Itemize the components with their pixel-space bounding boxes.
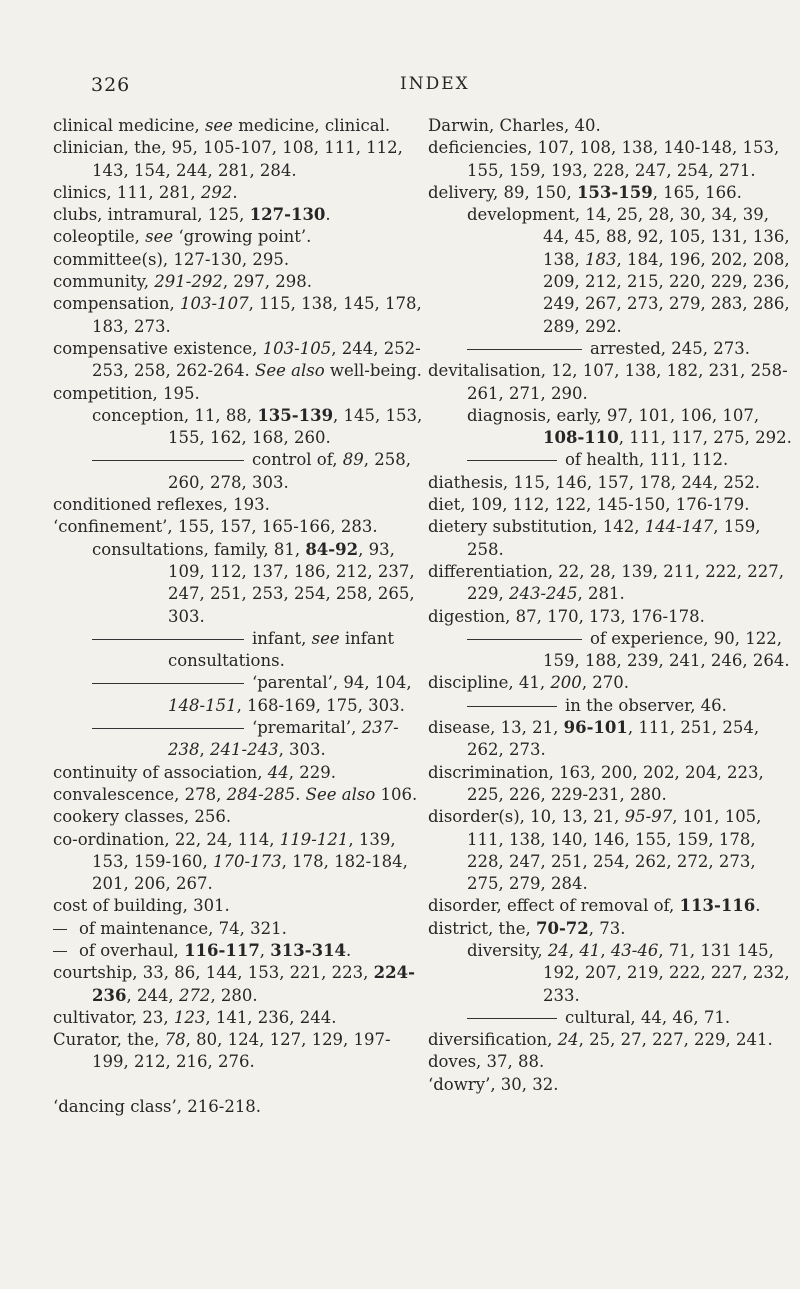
bold-ref: 108-110	[543, 428, 619, 448]
entry-text: , 115, 138, 145, 178, 183, 273.	[92, 294, 422, 336]
index-entry	[428, 405, 794, 450]
index-entry	[428, 1029, 794, 1051]
index-entry	[428, 561, 794, 606]
index-entry	[53, 338, 425, 383]
entry-text: compensative existence,	[53, 338, 263, 358]
bold-ref: 116-117	[184, 940, 260, 960]
running-head-title: INDEX	[400, 74, 470, 94]
entry-text: Darwin, Charles, 40.	[428, 116, 601, 135]
entry-text: , 244,	[126, 985, 179, 1005]
italic-ref: 24	[557, 1030, 579, 1050]
entry-text: of overhaul,	[79, 940, 185, 960]
page-number: 326	[91, 74, 131, 96]
entry-text: diversification,	[428, 1030, 558, 1050]
index-entry	[53, 137, 425, 182]
entry-text: , 101, 105, 111, 138, 140, 146, 155, 159, 178, 228, 247, 251, 254, 262, 272, 273, 275, 279, 284.	[467, 807, 762, 894]
entry-text: infant consultations.	[168, 628, 394, 671]
entry-text: , 159, 258.	[467, 517, 761, 559]
entry-text: , 303.	[278, 740, 326, 760]
index-column-left	[53, 115, 425, 1118]
entry-text: committee(s), 127-130, 295.	[53, 249, 290, 269]
index-entry	[53, 293, 425, 338]
entry-text: ,	[259, 940, 271, 960]
entry-text: dietery substitution, 142,	[428, 517, 645, 537]
entry-text: deficiencies, 107, 108, 138, 140-148, 153, 155, 159, 193, 228, 247, 254, 271.	[428, 138, 780, 180]
entry-text: ‘premarital’,	[252, 718, 362, 738]
italic-ref: 43-46	[610, 940, 659, 960]
italic-ref: 200	[550, 673, 582, 693]
index-entry	[428, 115, 794, 137]
index-entry	[428, 717, 794, 762]
index-entry	[53, 226, 425, 248]
index-entry	[428, 472, 794, 494]
index-entry	[428, 204, 794, 338]
index-entry	[53, 784, 425, 806]
italic-ref: 148-151	[168, 695, 237, 715]
index-entry	[428, 1051, 794, 1073]
index-entry	[53, 249, 425, 271]
entry-text: medicine, clinical.	[232, 116, 391, 135]
continuation-dash	[467, 1018, 557, 1019]
index-entry	[428, 628, 794, 673]
entry-text: doves, 37, 88.	[428, 1052, 545, 1072]
entry-text: diet, 109, 112, 122, 145-150, 176-179.	[428, 495, 750, 515]
entry-text: Curator, the,	[53, 1030, 165, 1050]
entry-text: consultations, family, 81,	[92, 539, 306, 559]
entry-text: of health, 111, 112.	[565, 450, 729, 470]
entry-text: , 111, 251, 254, 262, 273.	[467, 718, 760, 760]
bold-ref: 135-139	[257, 405, 334, 425]
entry-text: , 165, 166.	[652, 182, 742, 202]
entry-text: discrimination, 163, 200, 202, 204, 223, 225, 226, 229-231, 280.	[428, 762, 764, 804]
entry-text: .	[325, 205, 331, 225]
italic-ref: 89	[342, 450, 364, 470]
entry-text: courtship, 33, 86, 144, 153, 221, 223,	[53, 963, 374, 983]
entry-text: community,	[53, 272, 155, 292]
index-column-right	[428, 115, 794, 1096]
index-entry	[53, 762, 425, 784]
entry-text: clinician, the, 95, 105-107, 108, 111, 112, 143, 154, 244, 281, 284.	[53, 138, 403, 180]
continuation-dash	[467, 706, 557, 707]
index-entry	[428, 449, 794, 471]
entry-text: clubs, intramural, 125,	[53, 205, 250, 225]
italic-ref: see	[204, 116, 233, 135]
entry-text: well-being.	[324, 361, 422, 381]
entry-text: , 93, 109, 112, 137, 186, 212, 237, 247, 251, 253, 254, 258, 265, 303.	[168, 539, 415, 626]
entry-text: 106.	[375, 784, 418, 804]
index-entry	[53, 672, 425, 717]
italic-ref: 291-292	[154, 272, 223, 292]
index-entry	[53, 1007, 425, 1029]
entry-text: diagnosis, early, 97, 101, 106, 107,	[467, 405, 760, 425]
page-header	[0, 74, 800, 104]
entry-text: .	[295, 784, 306, 804]
entry-text: , 297, 298.	[222, 272, 313, 292]
italic-ref: 123	[173, 1007, 206, 1027]
continuation-dash	[92, 728, 244, 729]
index-entry	[53, 383, 425, 405]
bold-ref: 224-236	[92, 963, 415, 1005]
entry-text: , 281.	[577, 584, 625, 604]
continuation-dash	[92, 639, 244, 640]
entry-text: conception, 11, 88,	[92, 405, 258, 425]
index-entry	[53, 717, 425, 762]
index-entry	[428, 806, 794, 895]
entry-text: control of,	[252, 450, 343, 470]
index-entry	[428, 695, 794, 717]
index-entry	[53, 806, 425, 828]
italic-ref: see	[311, 628, 340, 648]
italic-ref: 78	[164, 1030, 186, 1050]
continuation-dash	[53, 929, 67, 930]
entry-text: , 168-169, 175, 303.	[236, 695, 405, 715]
italic-ref: see	[145, 227, 174, 247]
entry-text: district, the,	[428, 918, 536, 938]
continuation-dash	[467, 460, 557, 461]
index-entry	[53, 895, 425, 917]
italic-ref: 41	[579, 940, 601, 960]
index-entry	[428, 895, 794, 917]
entry-text: ,	[568, 940, 580, 960]
continuation-dash	[467, 349, 582, 350]
italic-ref: 95-97	[624, 807, 673, 827]
italic-ref: See also	[305, 784, 376, 804]
entry-text: ‘dowry’, 30, 32.	[428, 1074, 559, 1094]
bold-ref: 70-72	[535, 918, 589, 938]
italic-ref: 292	[200, 182, 233, 202]
italic-ref: 183	[584, 249, 617, 269]
italic-ref: 44	[267, 762, 289, 782]
entry-text: conditioned reflexes, 193.	[53, 495, 270, 515]
entry-text: arrested, 245, 273.	[590, 338, 751, 358]
index-entry	[428, 940, 794, 1007]
bold-ref: 113-116	[679, 896, 756, 916]
index-entry	[428, 1074, 794, 1096]
entry-text: clinics, 111, 281,	[53, 182, 201, 202]
italic-ref: 241-243	[210, 740, 279, 760]
entry-text: ‘dancing class’, 216-218.	[53, 1096, 262, 1116]
continuation-dash	[92, 460, 244, 461]
italic-ref: 24	[547, 940, 569, 960]
entry-text: disorder(s), 10, 13, 21,	[428, 807, 625, 827]
entry-text: , 139, 153, 159-160,	[92, 829, 396, 871]
bold-ref: 96-101	[563, 718, 628, 738]
italic-ref: See also	[255, 361, 325, 381]
entry-text: diversity,	[467, 940, 548, 960]
index-entry	[428, 762, 794, 807]
entry-text: differentiation, 22, 28, 139, 211, 222, 227, 229,	[428, 561, 784, 604]
entry-text: , 258, 260, 278, 303.	[168, 450, 411, 492]
italic-ref: 237-238	[168, 718, 399, 760]
italic-ref: 272	[178, 985, 211, 1005]
index-entry	[428, 516, 794, 561]
entry-text: competition, 195.	[53, 383, 200, 403]
index-entry	[428, 360, 794, 405]
entry-text: clinical medicine,	[53, 116, 205, 135]
entry-text: coleoptile,	[53, 227, 146, 247]
entry-text: in the observer, 46.	[565, 695, 727, 715]
entry-text: development, 14, 25, 28, 30, 34, 39, 44, 45, 88, 92, 105, 131, 136, 138,	[467, 205, 790, 269]
entry-text: compensation,	[53, 294, 181, 314]
index-entry	[53, 962, 425, 1007]
entry-text: , 141, 236, 244.	[205, 1007, 337, 1027]
index-entry	[53, 204, 425, 226]
entry-text: , 244, 252-253, 258, 262-264.	[92, 338, 421, 381]
index-entry	[428, 494, 794, 516]
continuation-dash	[467, 639, 582, 640]
index-entry	[428, 338, 794, 360]
entry-text: , 280.	[210, 985, 258, 1005]
italic-ref: 119-121	[279, 829, 349, 849]
index-entry	[428, 137, 794, 182]
entry-text: discipline, 41,	[428, 673, 551, 693]
index-entry	[53, 405, 425, 450]
index-entry	[428, 182, 794, 204]
bold-ref: 127-130	[249, 205, 326, 225]
entry-text: cookery classes, 256.	[53, 807, 232, 827]
entry-text: continuity of association,	[53, 762, 268, 782]
entry-text: , 25, 27, 227, 229, 241.	[578, 1030, 773, 1050]
entry-text: .	[755, 896, 761, 916]
index-entry	[428, 1007, 794, 1029]
italic-ref: 103-105	[262, 338, 332, 358]
entry-text: .	[346, 940, 352, 960]
italic-ref: 144-147	[644, 517, 714, 537]
entry-text: , 73.	[588, 918, 626, 938]
entry-text: ‘parental’, 94, 104,	[252, 673, 412, 693]
index-entry	[53, 539, 425, 628]
index-entry	[428, 606, 794, 628]
entry-text: , 178, 182-184, 201, 206, 267.	[92, 851, 408, 894]
entry-text: disorder, effect of removal of,	[428, 896, 680, 916]
italic-ref: 170-173	[213, 851, 282, 871]
entry-text: cultivator, 23,	[53, 1007, 174, 1027]
index-entry	[53, 271, 425, 293]
entry-text: of maintenance, 74, 321.	[79, 918, 287, 938]
entry-text: cultural, 44, 46, 71.	[565, 1007, 731, 1027]
index-entry	[53, 182, 425, 204]
index-entry	[53, 494, 425, 516]
index-entry	[428, 918, 794, 940]
bold-ref: 153-159	[576, 182, 653, 202]
entry-text: , 229.	[288, 762, 336, 782]
continuation-dash	[92, 683, 244, 684]
entry-text: , 145, 153, 155, 162, 168, 260.	[168, 405, 423, 448]
index-entry	[53, 829, 425, 896]
entry-text: infant,	[252, 628, 312, 648]
entry-text: , 111, 117, 275, 292.	[618, 428, 792, 448]
entry-text: ,	[600, 940, 611, 960]
entry-text: co-ordination, 22, 24, 114,	[53, 829, 280, 849]
bold-ref: 313-314	[270, 940, 347, 960]
italic-ref: 103-107	[180, 294, 249, 314]
entry-text: , 184, 196, 202, 208, 209, 212, 215, 220, 229, 236, 249, 267, 273, 279, 283, 286, 289, 292.	[543, 249, 790, 336]
bold-ref: 84-92	[305, 539, 359, 559]
entry-text: .	[232, 182, 238, 202]
entry-text: convalescence, 278,	[53, 784, 227, 804]
index-entry	[53, 1029, 425, 1074]
index-entry	[53, 1096, 425, 1118]
entry-text: diathesis, 115, 146, 157, 178, 244, 252.	[428, 472, 761, 492]
entry-text: digestion, 87, 170, 173, 176-178.	[428, 606, 705, 626]
continuation-dash	[53, 951, 67, 952]
italic-ref: 243-245	[508, 584, 578, 604]
italic-ref: 284-285	[226, 784, 296, 804]
index-entry	[53, 516, 425, 538]
entry-text: ‘growing point’.	[173, 227, 312, 247]
entry-text: ‘confinement’, 155, 157, 165-166, 283.	[53, 517, 378, 537]
entry-text: cost of building, 301.	[53, 896, 230, 916]
index-entry	[53, 940, 425, 962]
entry-text: of experience, 90, 122, 159, 188, 239, 241, 246, 264.	[543, 628, 790, 671]
entry-text: disease, 13, 21,	[428, 718, 564, 738]
entry-text: , 80, 124, 127, 129, 197-199, 212, 216, 276.	[92, 1030, 391, 1072]
index-entry	[53, 918, 425, 940]
entry-text: devitalisation, 12, 107, 138, 182, 231, 258-261, 271, 290.	[428, 361, 788, 403]
entry-text: delivery, 89, 150,	[428, 182, 577, 202]
index-entry	[428, 672, 794, 694]
index-entry	[53, 115, 425, 137]
entry-text: , 71, 131 145, 192, 207, 219, 222, 227, 232, 233.	[543, 940, 790, 1005]
index-entry	[53, 449, 425, 494]
index-entry	[53, 628, 425, 673]
entry-text: ,	[199, 740, 210, 760]
entry-text: , 270.	[581, 673, 630, 693]
